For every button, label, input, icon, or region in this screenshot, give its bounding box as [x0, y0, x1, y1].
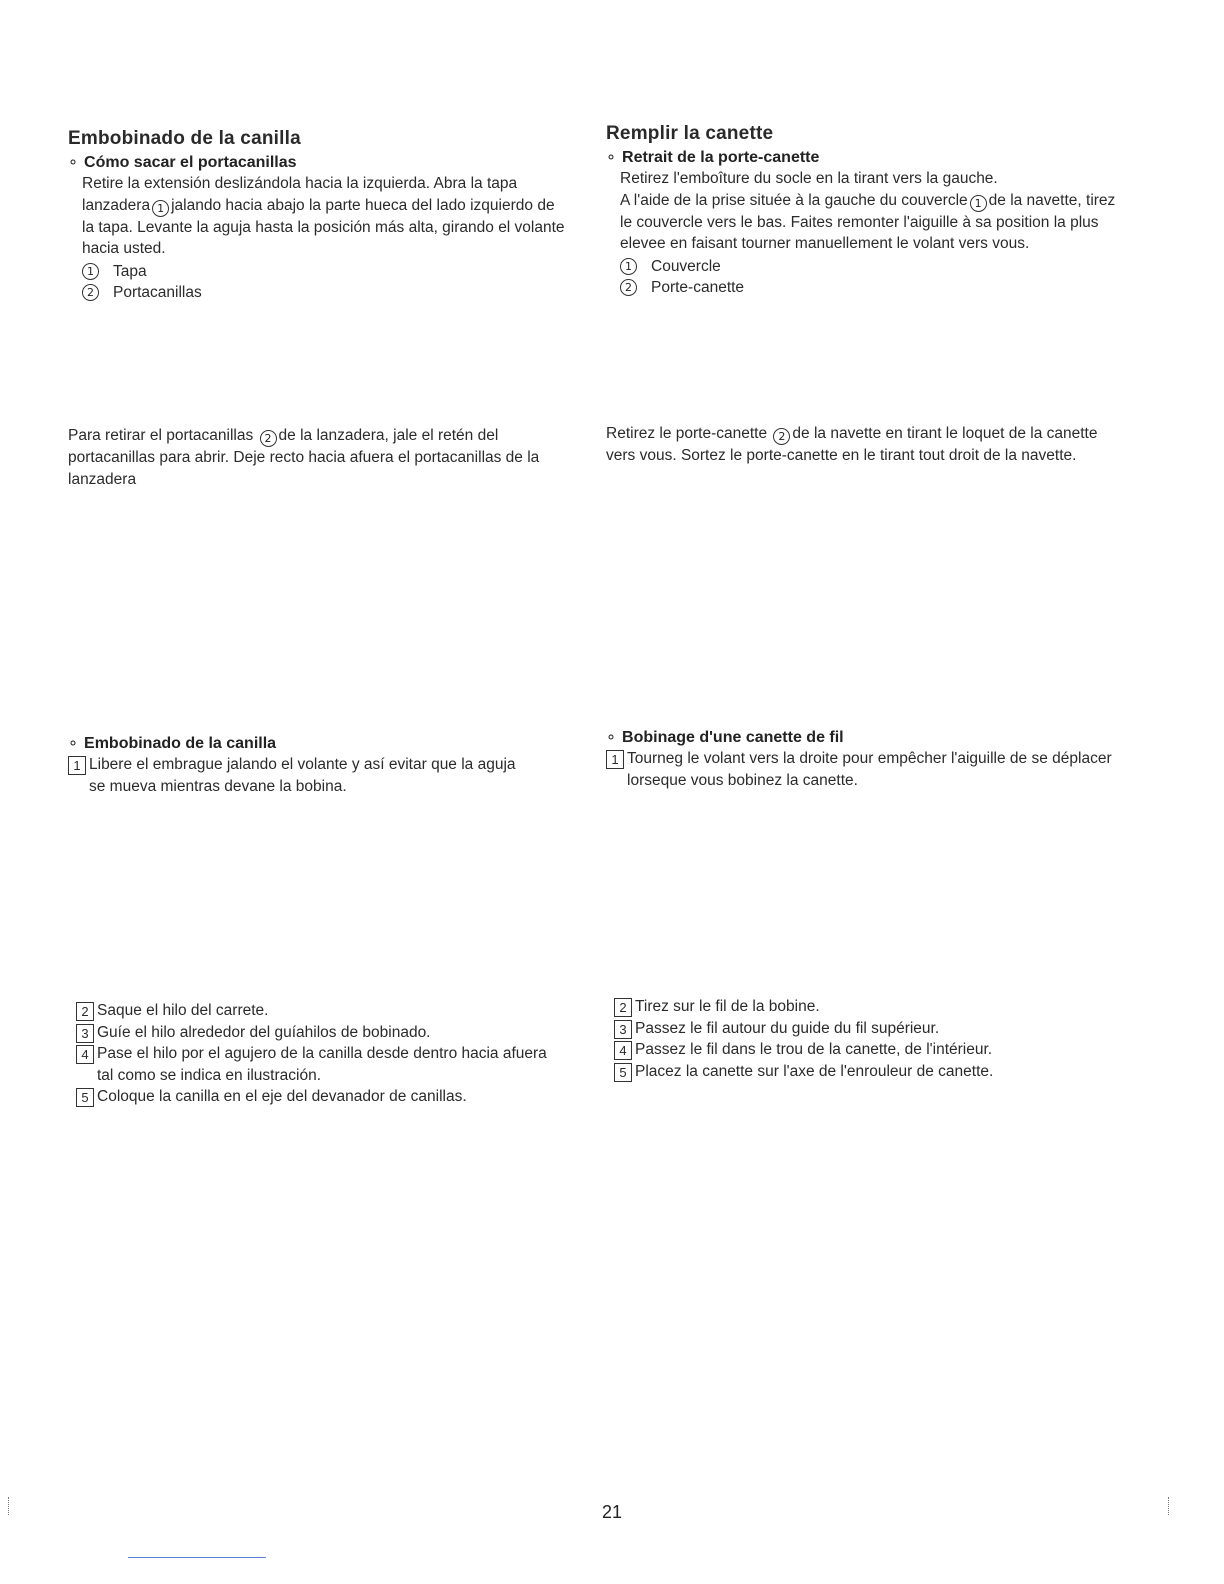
- edge-mark-right: [1168, 1497, 1169, 1515]
- legend-item: 1 Couvercle: [620, 256, 1126, 278]
- fr-winding-block: [606, 725, 1121, 791]
- ref-circle-1: 1: [970, 195, 987, 212]
- number-box-icon: 2: [76, 1002, 94, 1021]
- es-legend: [68, 261, 568, 304]
- step-item: 2 Saque el hilo del carrete.: [76, 1000, 566, 1022]
- number-box-icon: 4: [76, 1045, 94, 1064]
- bullet-icon: ∘: [606, 149, 617, 166]
- number-box-icon: 5: [76, 1088, 94, 1107]
- page-number: 21: [601, 1502, 623, 1522]
- ref-circle-1: 1: [152, 200, 169, 217]
- step-item: 4 Pase el hilo por el agujero de la canilla desde dentro hacia afuera tal como se indica en ilustración.: [76, 1043, 566, 1086]
- fr-remove-bobbin-block: [606, 423, 1111, 467]
- step-item: 1 Libere el embrague jalando el volante y así evitar que la aguja se mueva mientras devane la bobina.: [68, 754, 528, 797]
- fr-legend: [606, 256, 1126, 299]
- number-box-icon: 3: [76, 1024, 94, 1043]
- bullet-icon: ∘: [68, 154, 79, 171]
- number-circle-icon: 2: [620, 279, 637, 296]
- es-heading: Embobinado de la canilla: [68, 128, 301, 149]
- fr-subheading-winding: ∘ Bobinage d'une canette de fil: [606, 729, 844, 746]
- bullet-icon: ∘: [606, 729, 617, 746]
- footer-rule: [128, 1557, 266, 1558]
- step-item: 3 Passez le fil autour du guide du fil supérieur.: [614, 1018, 1114, 1040]
- number-box-icon: 4: [614, 1041, 632, 1060]
- bullet-icon: ∘: [68, 735, 79, 752]
- ref-circle-2: 2: [260, 430, 277, 447]
- fr-remove-bobbin-paragraph: Retirez le porte-canette 2 de la navette en tirant le loquet de la canette vers vous. Sortez le porte-canette en le tirant tout droit de la navette.: [606, 425, 1098, 464]
- es-instructions-paragraph: Retire la extensión deslizándola hacia la izquierda. Abra la tapa lanzadera 1 jalando hacia abajo la parte hueca del lado izquierdo de la tapa. Levante la aguja hasta la posición más alta, girando el volante hacia usted.: [82, 175, 565, 257]
- fr-heading: Remplir la canette: [606, 123, 774, 144]
- es-remove-bobbin-paragraph: Para retirar el portacanillas 2 de la lanzadera, jale el retén del portacanillas para abrir. Deje recto hacia afuera el portacanillas de la lanzadera: [68, 427, 540, 488]
- step-item: 4 Passez le fil dans le trou de la canette, de l'intérieur.: [614, 1039, 1114, 1061]
- legend-item: 2 Portacanillas: [82, 282, 568, 304]
- number-box-icon: 3: [614, 1020, 632, 1039]
- step-item: 3 Guíe el hilo alrededor del guíahilos de bobinado.: [76, 1022, 566, 1044]
- es-winding-block: [68, 731, 528, 797]
- number-circle-icon: 1: [620, 258, 637, 275]
- step-item: 2 Tirez sur le fil de la bobine.: [614, 996, 1114, 1018]
- number-box-icon: 1: [68, 756, 86, 775]
- es-remove-bobbin-block: [68, 425, 563, 490]
- fr-steps-list: [614, 996, 1114, 1082]
- legend-item: 1 Tapa: [82, 261, 568, 283]
- fr-instructions-paragraph: Retirez l'emboîture du socle en la tirant vers la gauche. A l'aide de la prise située à la gauche du couvercle 1 de la navette, tirez le couvercle vers le bas. Faites remonter l'aiguille à sa position la plus elevee en faisant tourner manuellement le volant vers vous.: [620, 170, 1116, 252]
- ref-circle-2: 2: [773, 428, 790, 445]
- fr-subheading-remove-bobbin-case: ∘ Retrait de la porte-canette: [606, 149, 820, 166]
- number-box-icon: 5: [614, 1063, 632, 1082]
- step-item: 5 Placez la canette sur l'axe de l'enrouleur de canette.: [614, 1061, 1114, 1083]
- number-circle-icon: 2: [82, 284, 99, 301]
- legend-item: 2 Porte-canette: [620, 277, 1126, 299]
- es-intro-block: [68, 128, 568, 304]
- number-box-icon: 2: [614, 998, 632, 1017]
- es-steps-list: [76, 1000, 566, 1108]
- number-box-icon: 1: [606, 750, 624, 769]
- step-item: 5 Coloque la canilla en el eje del devanador de canillas.: [76, 1086, 566, 1108]
- step-item: 1 Tourneg le volant vers la droite pour empêcher l'aiguille de se déplacer lorseque vous bobinez la canette.: [606, 748, 1121, 791]
- number-circle-icon: 1: [82, 263, 99, 280]
- edge-mark-left: [8, 1497, 9, 1515]
- es-subheading-winding: ∘ Embobinado de la canilla: [68, 735, 277, 752]
- es-subheading-remove-bobbin-case: ∘ Cómo sacar el portacanillas: [68, 154, 297, 171]
- fr-intro-block: [606, 123, 1126, 299]
